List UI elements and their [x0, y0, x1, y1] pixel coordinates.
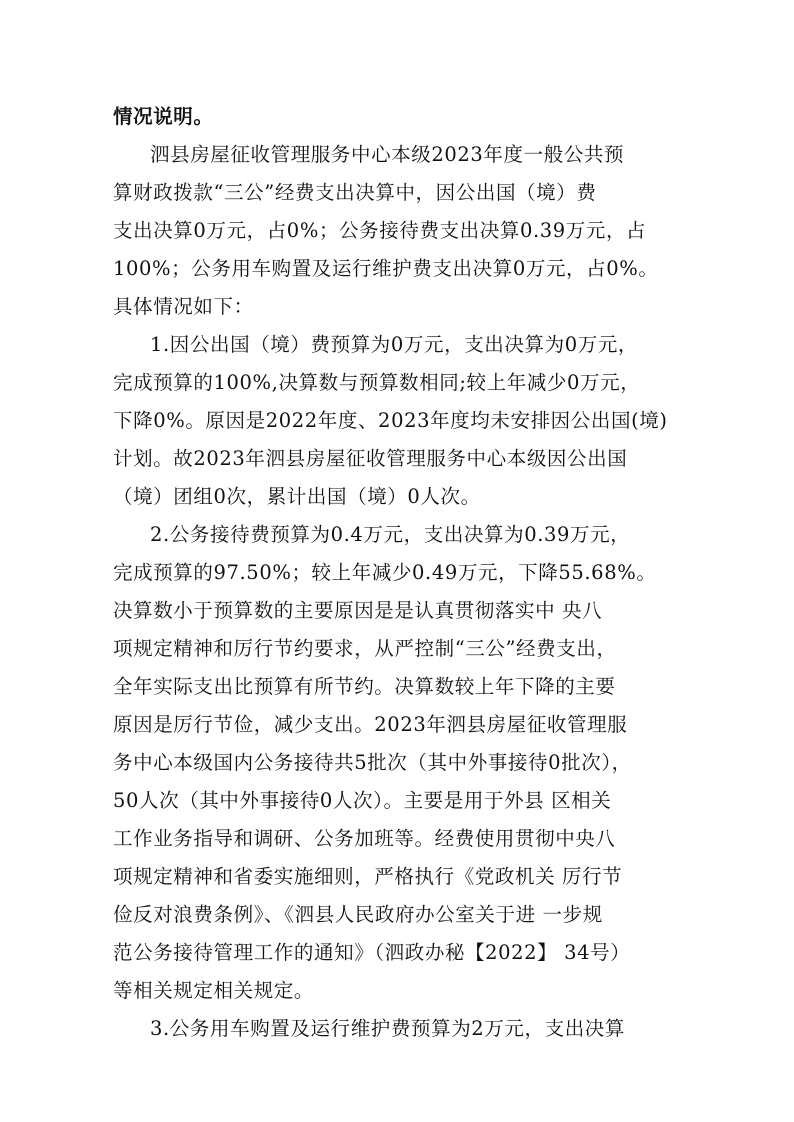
paragraph-line: 1.因公出国（境）费预算为0万元，支出决算为0万元，	[150, 333, 639, 356]
paragraph-line: 下降0%。原因是2022年度、2023年度均未安排因公出国(境)	[113, 409, 668, 432]
section-heading: 情况说明。	[113, 105, 214, 128]
paragraph-line: 计划。故2023年泗县房屋征收管理服务中心本级因公出国	[113, 447, 628, 470]
paragraph-line: 3.公务用车购置及运行维护费预算为2万元，支出决算	[150, 1017, 626, 1040]
paragraph-line: 具体情况如下：	[113, 295, 254, 318]
paragraph-line: 等相关规定相关规定。	[113, 979, 315, 1002]
paragraph-line: 泗县房屋征收管理服务中心本级2023年度一般公共预	[150, 143, 625, 166]
paragraph-line: 算财政拨款“三公”经费支出决算中，因公出国（境）费	[113, 181, 597, 204]
paragraph-line: 项规定精神和省委实施细则，严格执行《党政机关 厉行节	[113, 865, 623, 888]
paragraph-line: 支出决算0万元，占0%；公务接待费支出决算0.39万元，占	[113, 219, 647, 242]
paragraph-line: 原因是厉行节俭，减少支出。2023年泗县房屋征收管理服	[113, 713, 628, 736]
paragraph-line: 2.公务接待费预算为0.4万元，支出决算为0.39万元，	[150, 523, 631, 546]
paragraph-line: 范公务接待管理工作的通知》（泗政办秘【2022】 34号）	[113, 941, 631, 964]
paragraph-line: （境）团组0次，累计出国（境）0人次。	[113, 485, 481, 508]
paragraph-line: 务中心本级国内公务接待共5批次（其中外事接待0批次），	[113, 751, 632, 774]
paragraph-line: 完成预算的97.50%；较上年减少0.49万元，下降55.68%。	[113, 561, 657, 584]
paragraph-line: 项规定精神和厉行节约要求，从严控制“三公”经费支出，	[113, 637, 617, 660]
paragraph-line: 50人次（其中外事接待0人次）。主要是用于外县 区相关	[113, 789, 612, 812]
paragraph-line: 完成预算的100%,决算数与预算数相同;较上年减少0万元，	[113, 371, 641, 394]
paragraph-line: 俭反对浪费条例》、《泗县人民政府办公室关于进 一步规	[113, 903, 603, 926]
paragraph-line: 决算数小于预算数的主要原因是是认真贯彻落实中 央八	[113, 599, 603, 622]
paragraph-line: 100%；公务用车购置及运行维护费支出决算0万元，占0%。	[113, 257, 659, 280]
paragraph-line: 工作业务指导和调研、公务加班等。经费使用贯彻中央八	[113, 827, 616, 850]
paragraph-line: 全年实际支出比预算有所节约。决算数较上年下降的主要	[113, 675, 616, 698]
